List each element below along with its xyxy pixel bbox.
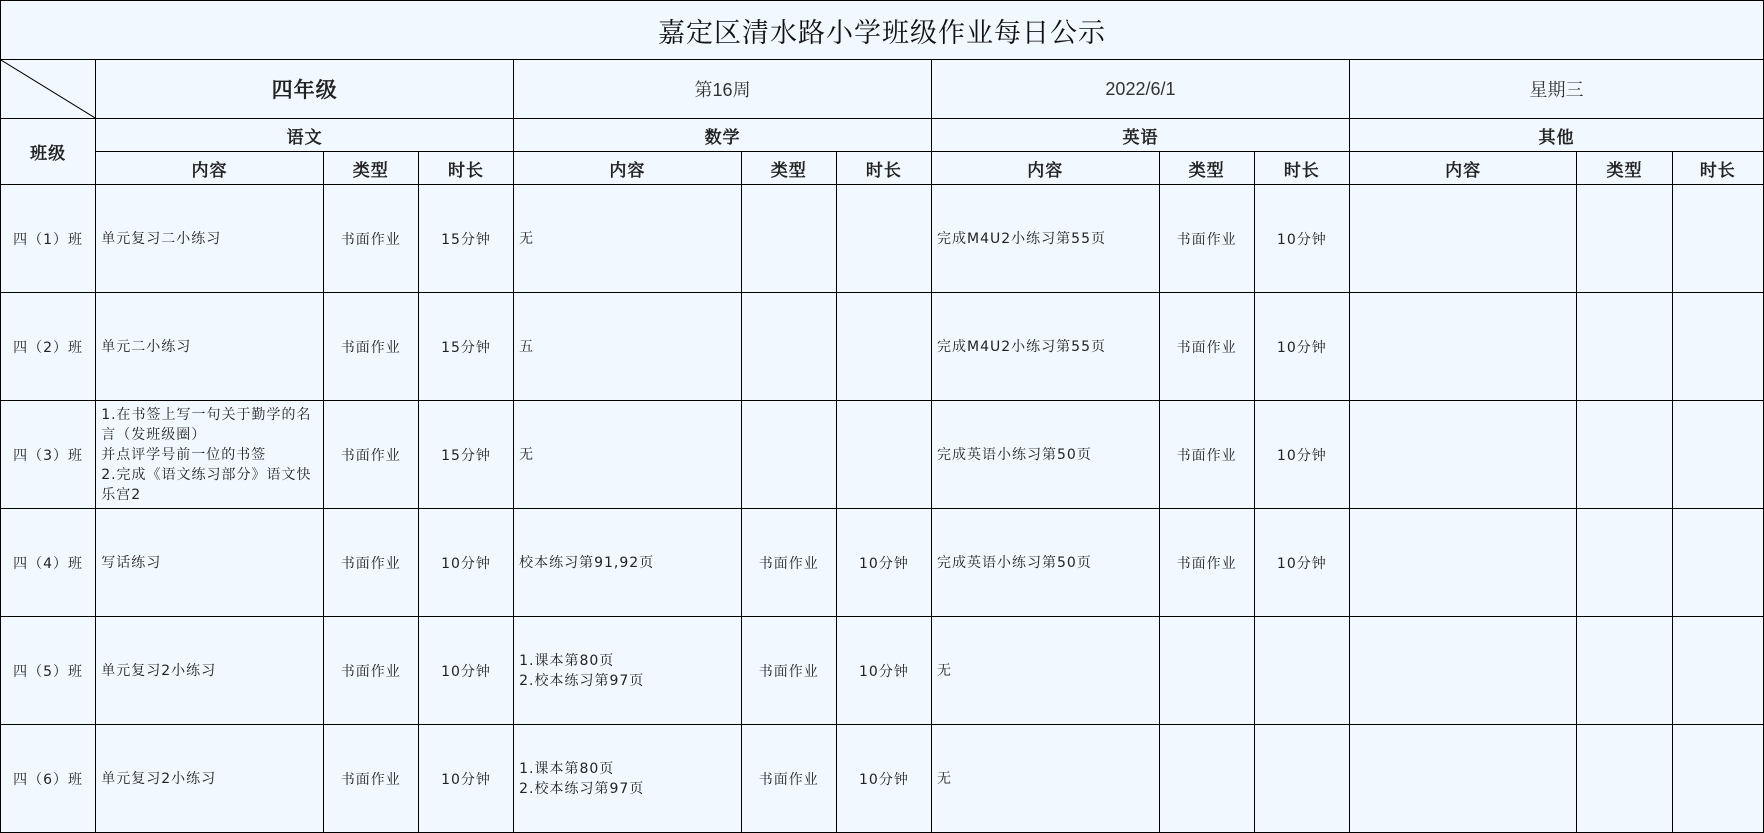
chinese-duration: 10分钟 <box>418 617 513 725</box>
other-type <box>1577 509 1672 617</box>
math-duration <box>836 293 931 401</box>
english-content: 无 <box>932 617 1160 725</box>
math-duration: 10分钟 <box>836 617 931 725</box>
chinese-type: 书面作业 <box>323 185 418 293</box>
other-content <box>1349 617 1577 725</box>
english-duration: 10分钟 <box>1254 185 1349 293</box>
column-header-duration: 时长 <box>1672 152 1763 185</box>
english-type <box>1159 725 1254 833</box>
table-row <box>1 725 1764 833</box>
column-header-duration: 时长 <box>836 152 931 185</box>
math-content: 1.课本第80页 2.校本练习第97页 <box>514 725 742 833</box>
class-header: 班级 <box>1 119 96 185</box>
chinese-type: 书面作业 <box>323 509 418 617</box>
other-content <box>1349 509 1577 617</box>
math-duration: 10分钟 <box>836 725 931 833</box>
math-type: 书面作业 <box>741 725 836 833</box>
column-header-type: 类型 <box>741 152 836 185</box>
math-content: 校本练习第91,92页 <box>514 509 742 617</box>
math-type <box>741 401 836 509</box>
subject-header-math: 数学 <box>514 119 932 152</box>
column-header-content: 内容 <box>1349 152 1577 185</box>
subject-header-english: 英语 <box>932 119 1350 152</box>
chinese-duration: 10分钟 <box>418 725 513 833</box>
column-header-type: 类型 <box>323 152 418 185</box>
other-content <box>1349 293 1577 401</box>
chinese-content: 1.在书签上写一句关于勤学的名言（发班级圈） 并点评学号前一位的书签 2.完成《语文练习部分》语文快乐宫2 <box>96 401 324 509</box>
chinese-duration: 15分钟 <box>418 185 513 293</box>
english-duration: 10分钟 <box>1254 401 1349 509</box>
grade-label: 四年级 <box>96 60 514 119</box>
class-name: 四（2）班 <box>1 293 96 401</box>
table-row <box>1 185 1764 293</box>
other-content <box>1349 185 1577 293</box>
other-duration <box>1672 617 1763 725</box>
class-name: 四（4）班 <box>1 509 96 617</box>
class-name: 四（3）班 <box>1 401 96 509</box>
table-row <box>1 617 1764 725</box>
math-content: 无 <box>514 401 742 509</box>
chinese-content: 单元复习2小练习 <box>96 725 324 833</box>
other-type <box>1577 725 1672 833</box>
english-content: 无 <box>932 725 1160 833</box>
other-duration <box>1672 725 1763 833</box>
diagonal-line <box>1 60 95 118</box>
column-header-duration: 时长 <box>418 152 513 185</box>
math-content: 五 <box>514 293 742 401</box>
chinese-content: 写话练习 <box>96 509 324 617</box>
other-duration <box>1672 401 1763 509</box>
chinese-content: 单元二小练习 <box>96 293 324 401</box>
chinese-type: 书面作业 <box>323 293 418 401</box>
chinese-duration: 10分钟 <box>418 509 513 617</box>
chinese-type: 书面作业 <box>323 725 418 833</box>
math-duration <box>836 401 931 509</box>
chinese-content: 单元复习2小练习 <box>96 617 324 725</box>
math-duration <box>836 185 931 293</box>
table-row <box>1 401 1764 509</box>
other-content <box>1349 401 1577 509</box>
column-header-type: 类型 <box>1577 152 1672 185</box>
other-duration <box>1672 293 1763 401</box>
english-duration <box>1254 725 1349 833</box>
other-duration <box>1672 185 1763 293</box>
page-title: 嘉定区清水路小学班级作业每日公示 <box>1 1 1764 60</box>
english-type: 书面作业 <box>1159 401 1254 509</box>
column-header-content: 内容 <box>514 152 742 185</box>
column-header-duration: 时长 <box>1254 152 1349 185</box>
chinese-duration: 15分钟 <box>418 401 513 509</box>
diagonal-header-cell <box>1 60 96 119</box>
math-content: 1.课本第80页 2.校本练习第97页 <box>514 617 742 725</box>
english-type: 书面作业 <box>1159 509 1254 617</box>
subject-header-chinese: 语文 <box>96 119 514 152</box>
column-header-content: 内容 <box>932 152 1160 185</box>
date-label: 2022/6/1 <box>932 60 1350 119</box>
english-type: 书面作业 <box>1159 293 1254 401</box>
subject-header-other: 其他 <box>1349 119 1763 152</box>
column-header-row <box>1 152 1764 185</box>
english-duration: 10分钟 <box>1254 509 1349 617</box>
chinese-type: 书面作业 <box>323 401 418 509</box>
math-type <box>741 185 836 293</box>
class-name: 四（6）班 <box>1 725 96 833</box>
column-header-type: 类型 <box>1159 152 1254 185</box>
english-type <box>1159 617 1254 725</box>
math-duration: 10分钟 <box>836 509 931 617</box>
other-duration <box>1672 509 1763 617</box>
other-type <box>1577 617 1672 725</box>
math-type <box>741 293 836 401</box>
class-name: 四（5）班 <box>1 617 96 725</box>
english-duration: 10分钟 <box>1254 293 1349 401</box>
chinese-type: 书面作业 <box>323 617 418 725</box>
week-label: 第16周 <box>514 60 932 119</box>
other-type <box>1577 293 1672 401</box>
math-content: 无 <box>514 185 742 293</box>
table-row <box>1 509 1764 617</box>
table-row <box>1 293 1764 401</box>
english-content: 完成英语小练习第50页 <box>932 509 1160 617</box>
english-duration <box>1254 617 1349 725</box>
weekday-label: 星期三 <box>1349 60 1763 119</box>
english-type: 书面作业 <box>1159 185 1254 293</box>
math-type: 书面作业 <box>741 617 836 725</box>
class-name: 四（1）班 <box>1 185 96 293</box>
english-content: 完成英语小练习第50页 <box>932 401 1160 509</box>
math-type: 书面作业 <box>741 509 836 617</box>
chinese-content: 单元复习二小练习 <box>96 185 324 293</box>
other-type <box>1577 401 1672 509</box>
other-type <box>1577 185 1672 293</box>
other-content <box>1349 725 1577 833</box>
english-content: 完成M4U2小练习第55页 <box>932 185 1160 293</box>
column-header-content: 内容 <box>96 152 324 185</box>
chinese-duration: 15分钟 <box>418 293 513 401</box>
english-content: 完成M4U2小练习第55页 <box>932 293 1160 401</box>
